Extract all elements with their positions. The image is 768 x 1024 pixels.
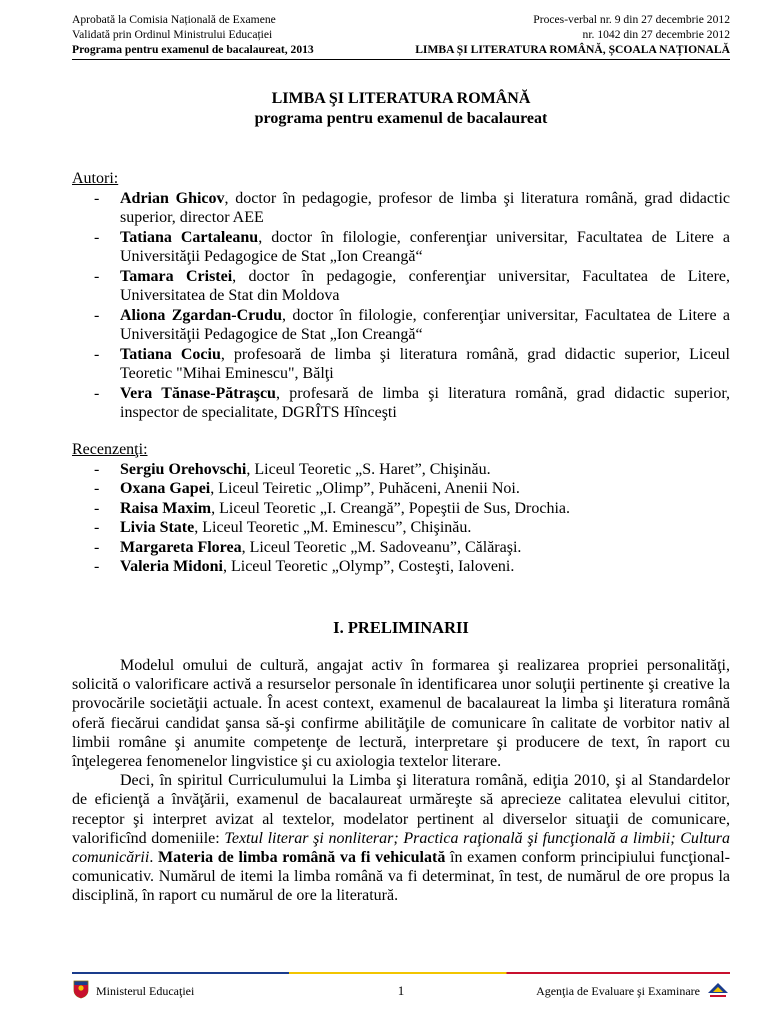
header-divider	[72, 59, 730, 60]
list-item: - Margareta Florea, Liceul Teoretic „M. Sadoveanu”, Călăraşi.	[94, 538, 522, 556]
list-item: - Oxana Gapei, Liceul Teiretic „Olimp”, Puhăceni, Anenii Noi.	[94, 480, 520, 497]
footer-divider	[72, 972, 730, 974]
paragraph-1: Modelul omului de cultură, angajat activ în formarea şi realizarea propriei personalităţi, solicită o valorificare activă a resurselor personale în identificarea unor soluţii pertinente şi creative la provocările societăţii actuale. În acest context, examenul de bacalaureat la limba şi literatura română oferă fiecărui candidat şansa să-şi confirme abilităţile de comunicare în calitate de vorbitor nativ al limbii române şi anumite competenţe de lectură, interpretare şi producere de text, în raport cu înţelegerea fenomenelor lingvistice şi cu axiologia textelor literare.	[72, 657, 730, 771]
list-item: - Sergiu Orehovschi, Liceul Teoretic „S. Haret”, Chişinău.	[94, 460, 491, 478]
header-program: Programa pentru examenul de bacalaureat, 2013	[72, 43, 314, 56]
page-header	[72, 12, 730, 57]
document-title	[72, 89, 730, 129]
footer-ministry: Ministerul Educaţiei	[96, 983, 195, 998]
header-verbal: Proces-verbal nr. 9 din 27 decembrie 2012	[533, 13, 730, 26]
paragraph-2: Deci, în spiritul Curriculumului la Limba şi literatura română, ediţia 2010, şi al Standardelor de eficienţă a învăţării, examenul de bacalaureat urmăreşte să aprecieze calitatea elevului cititor, receptor şi interpret avizat al textelor, modelator pertinent al diverselor situaţii de comunicare, valorificînd domeniile: Textul literar şi nonliterar; Practica raţională şi funcţională a limbii; Cultura comunicării. Materia de limba română va fi vehiculată în examen conform principiului funcţional-comunicativ. Numărul de itemi la limba română va fi determinat, în test, de numărul de ore propus la disciplină, în raport cu numărul de ore la literatură.	[72, 772, 731, 905]
title-line-2: programa pentru examenul de bacalaureat	[254, 110, 548, 127]
section-heading: I. PRELIMINARII	[333, 618, 469, 637]
authors-section	[72, 169, 730, 423]
reviewers-section	[72, 440, 730, 577]
coat-of-arms-icon	[72, 979, 90, 1003]
page-footer	[72, 980, 730, 1002]
page-number: 1	[397, 983, 405, 998]
reviewers-label: Recenzenţi:	[72, 441, 148, 458]
list-item: - Aliona Zgardan-Crudu, doctor în filologie, conferenţiar universitar, Facultatea de Litere a Universităţii Pedagogice de Stat „Ion Creangă“	[94, 306, 731, 343]
header-order: nr. 1042 din 27 decembrie 2012	[582, 28, 730, 41]
list-item: - Livia State, Liceul Teoretic „M. Eminescu”, Chişinău.	[94, 519, 472, 536]
list-item: - Tatiana Cartaleanu, doctor în filologie, conferenţiar universitar, Facultatea de Litere a Universităţii Pedagogice de Stat „Ion Creangă“	[94, 228, 731, 265]
list-item: - Raisa Maxim, Liceul Teoretic „I. Creangă”, Popeştii de Sus, Drochia.	[94, 499, 571, 517]
title-line-1: LIMBA ŞI LITERATURA ROMÂNĂ	[271, 90, 531, 107]
reviewers-list	[72, 460, 730, 577]
header-approval: Aprobată la Comisia Națională de Examene	[72, 13, 276, 26]
agency-logo-icon	[706, 979, 730, 1003]
list-item: - Tatiana Cociu, profesoară de limba şi literatura română, grad didactic superior, Liceul Teoretic "Mihai Eminescu", Bălţi	[94, 345, 731, 382]
authors-list	[72, 189, 730, 423]
list-item: - Vera Tănase-Pătraşcu, profesară de limba şi literatura română, grad didactic superior, inspector de specialitate, DGRÎTS Hînceşti	[94, 384, 731, 421]
footer-agency: Agenţia de Evaluare şi Examinare	[536, 983, 700, 998]
header-validation: Validată prin Ordinul Ministrului Educației	[72, 28, 273, 41]
list-item: - Adrian Ghicov, doctor în pedagogie, profesor de limba şi literatura română, grad didactic superior, director AEE	[94, 189, 730, 226]
list-item: - Tamara Cristei, doctor în pedagogie, conferenţiar universitar, Facultatea de Litere, Universitatea de Stat din Moldova	[94, 267, 730, 304]
header-subject: LIMBA ȘI LITERATURA ROMÂNĂ, ȘCOALA NAȚIONALĂ	[415, 43, 730, 56]
list-item: - Valeria Midoni, Liceul Teoretic „Olymp”, Costeşti, Ialoveni.	[94, 558, 515, 575]
authors-label: Autori:	[72, 170, 119, 187]
body-text	[72, 656, 730, 906]
